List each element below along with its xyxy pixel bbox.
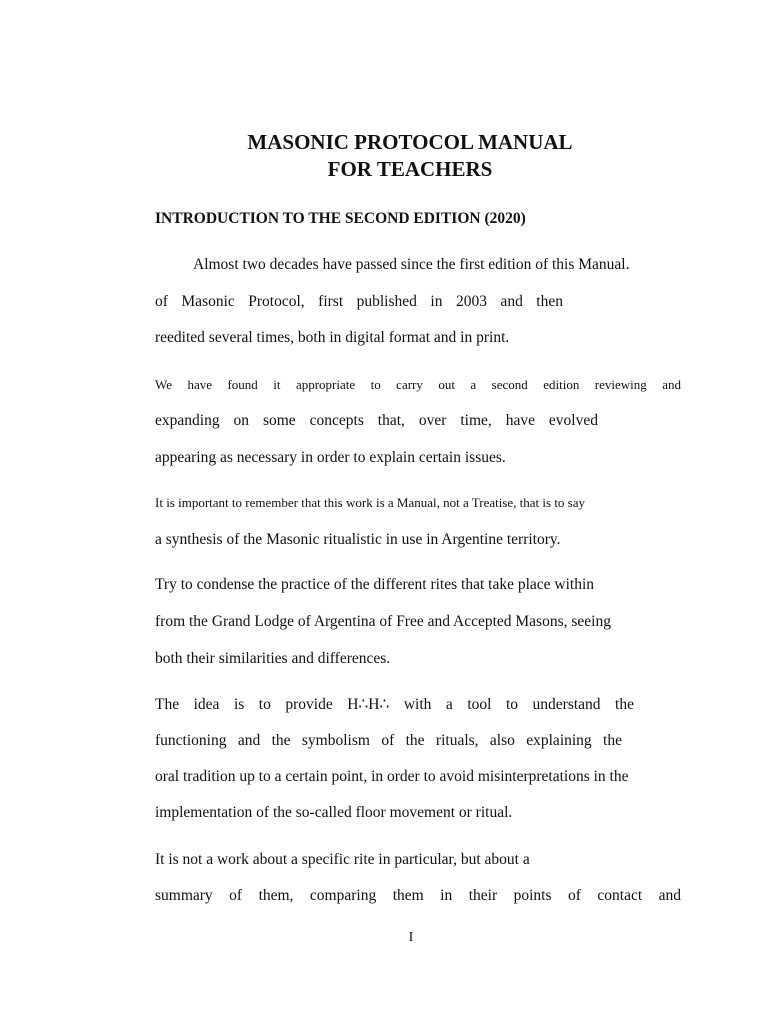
text-line: Try to condense the practice of the different rites that take place within (155, 576, 595, 593)
text-line: from the Grand Lodge of Argentina of Free and Accepted Masons, seeing (155, 613, 611, 630)
text-line: Almost two decades have passed since the first edition of this Manual. (193, 256, 630, 273)
text-line: expanding on some concepts that, over time, have evolved (155, 412, 598, 429)
text-line: summary of them, comparing them in their points of contact and (155, 887, 681, 904)
text-line: implementation of the so-called floor movement or ritual. (155, 804, 513, 821)
page-number: I (408, 930, 414, 945)
document-title-line-1: MASONIC PROTOCOL MANUAL (247, 130, 573, 154)
text-line: a synthesis of the Masonic ritualistic in use in Argentine territory. (155, 531, 561, 548)
document-title-line-2: FOR TEACHERS (327, 157, 493, 181)
text-line: oral tradition up to a certain point, in order to avoid misinterpretations in the (155, 768, 629, 785)
text-line: We have found it appropriate to carry out a second edition reviewing and (155, 377, 681, 392)
text-line: reedited several times, both in digital format and in print. (155, 329, 510, 346)
text-line: It is not a work about a specific rite in particular, but about a (155, 851, 530, 868)
text-line: It is important to remember that this work is a Manual, not a Treatise, that is to say (155, 495, 586, 510)
section-heading: INTRODUCTION TO THE SECOND EDITION (2020) (155, 210, 526, 227)
text-line: of Masonic Protocol, first published in 2003 and then (155, 293, 563, 310)
text-line: appearing as necessary in order to explain certain issues. (155, 449, 506, 466)
text-line: The idea is to provide H∴H∴ with a tool to understand the (155, 696, 634, 713)
text-line: functioning and the symbolism of the rituals, also explaining the (155, 732, 622, 749)
text-line: both their similarities and differences. (155, 650, 391, 667)
